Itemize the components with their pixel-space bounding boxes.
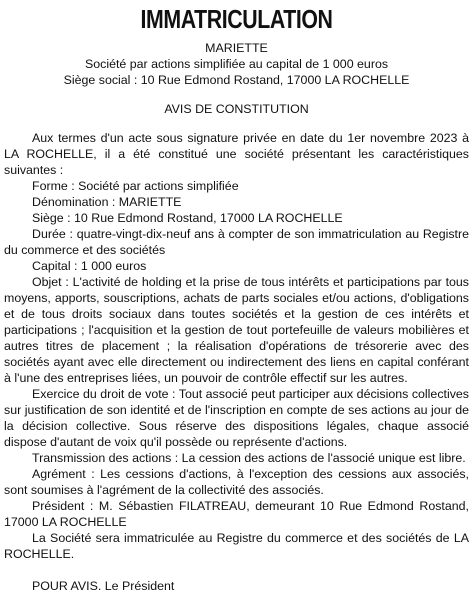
company-name: MARIETTE [205,41,268,55]
paragraph-duration: Durée : quatre-vingt-dix-neuf ans à compter de son immatriculation au Registre du commerce et des sociétés [4,227,469,257]
spacer [4,117,469,130]
notice-title: IMMATRICULATION [140,4,333,34]
legal-notice [4,3,469,594]
paragraph-purpose: Objet : L'activité de holding et la prise de tous intérêts et participations par tous moyens, apports, souscriptions, achats de parts sociales et/ou actions, d'obligations et de tous droits sociaux dans toutes sociétés et la gestion de ces intérêts et participations ; l'acquisition et la gestion de tout portefeuille de valeurs mobilières et autres titres de placement ; la réalisation d'opérations de trésorerie avec des sociétés ayant avec elle directement ou indirectement des liens en capital conférant à l'une des entreprises liées, un pouvoir de contrôle effectif sur les autres. [4,275,469,385]
paragraph-registration: La Société sera immatriculée au Registre du commerce et des sociétés de LA ROCHELLE. [4,531,469,561]
head-office-line: Siège social : 10 Rue Edmond Rostand, 17000 LA ROCHELLE [63,73,410,87]
paragraph-head-office: Siège : 10 Rue Edmond Rostand, 17000 LA ROCHELLE [32,211,343,225]
company-form-line: Société par actions simplifiée au capital de 1 000 euros [84,57,389,71]
paragraph-share-transfer: Transmission des actions : La cession des actions de l'associé unique est libre. [32,451,466,465]
paragraph-form: Forme : Société par actions simplifiée [32,179,239,193]
paragraph-voting-rights: Exercice du droit de vote : Tout associé peut participer aux décisions collectives sur justification de son identité et de l'inscription en compte de ses actions au jour de la décision collective. Sous réserve des dispositions légales, chaque associé dispose d'autant de voix qu'il possède ou représente d'actions. [4,387,469,449]
spacer [4,562,469,578]
paragraph-approval: Agrément : Les cessions d'actions, à l'exception des cessions aux associés, sont soumises à l'agrément de la collectivité des associés. [4,467,469,497]
paragraph-president: Président : M. Sébastien FILATREAU, demeurant 10 Rue Edmond Rostand, 17000 LA ROCHELLE [4,499,469,529]
paragraph-denomination: Dénomination : MARIETTE [32,195,182,209]
paragraph-capital: Capital : 1 000 euros [32,259,147,273]
spacer [4,88,469,101]
signature: POUR AVIS. Le Président [32,579,175,593]
paragraph-intro: Aux termes d'un acte sous signature privée en date du 1er novembre 2023 à LA ROCHELLE, il a été constitué une société présentant les caractéristiques suivantes : [4,131,469,177]
section-title: AVIS DE CONSTITUTION [164,102,309,116]
